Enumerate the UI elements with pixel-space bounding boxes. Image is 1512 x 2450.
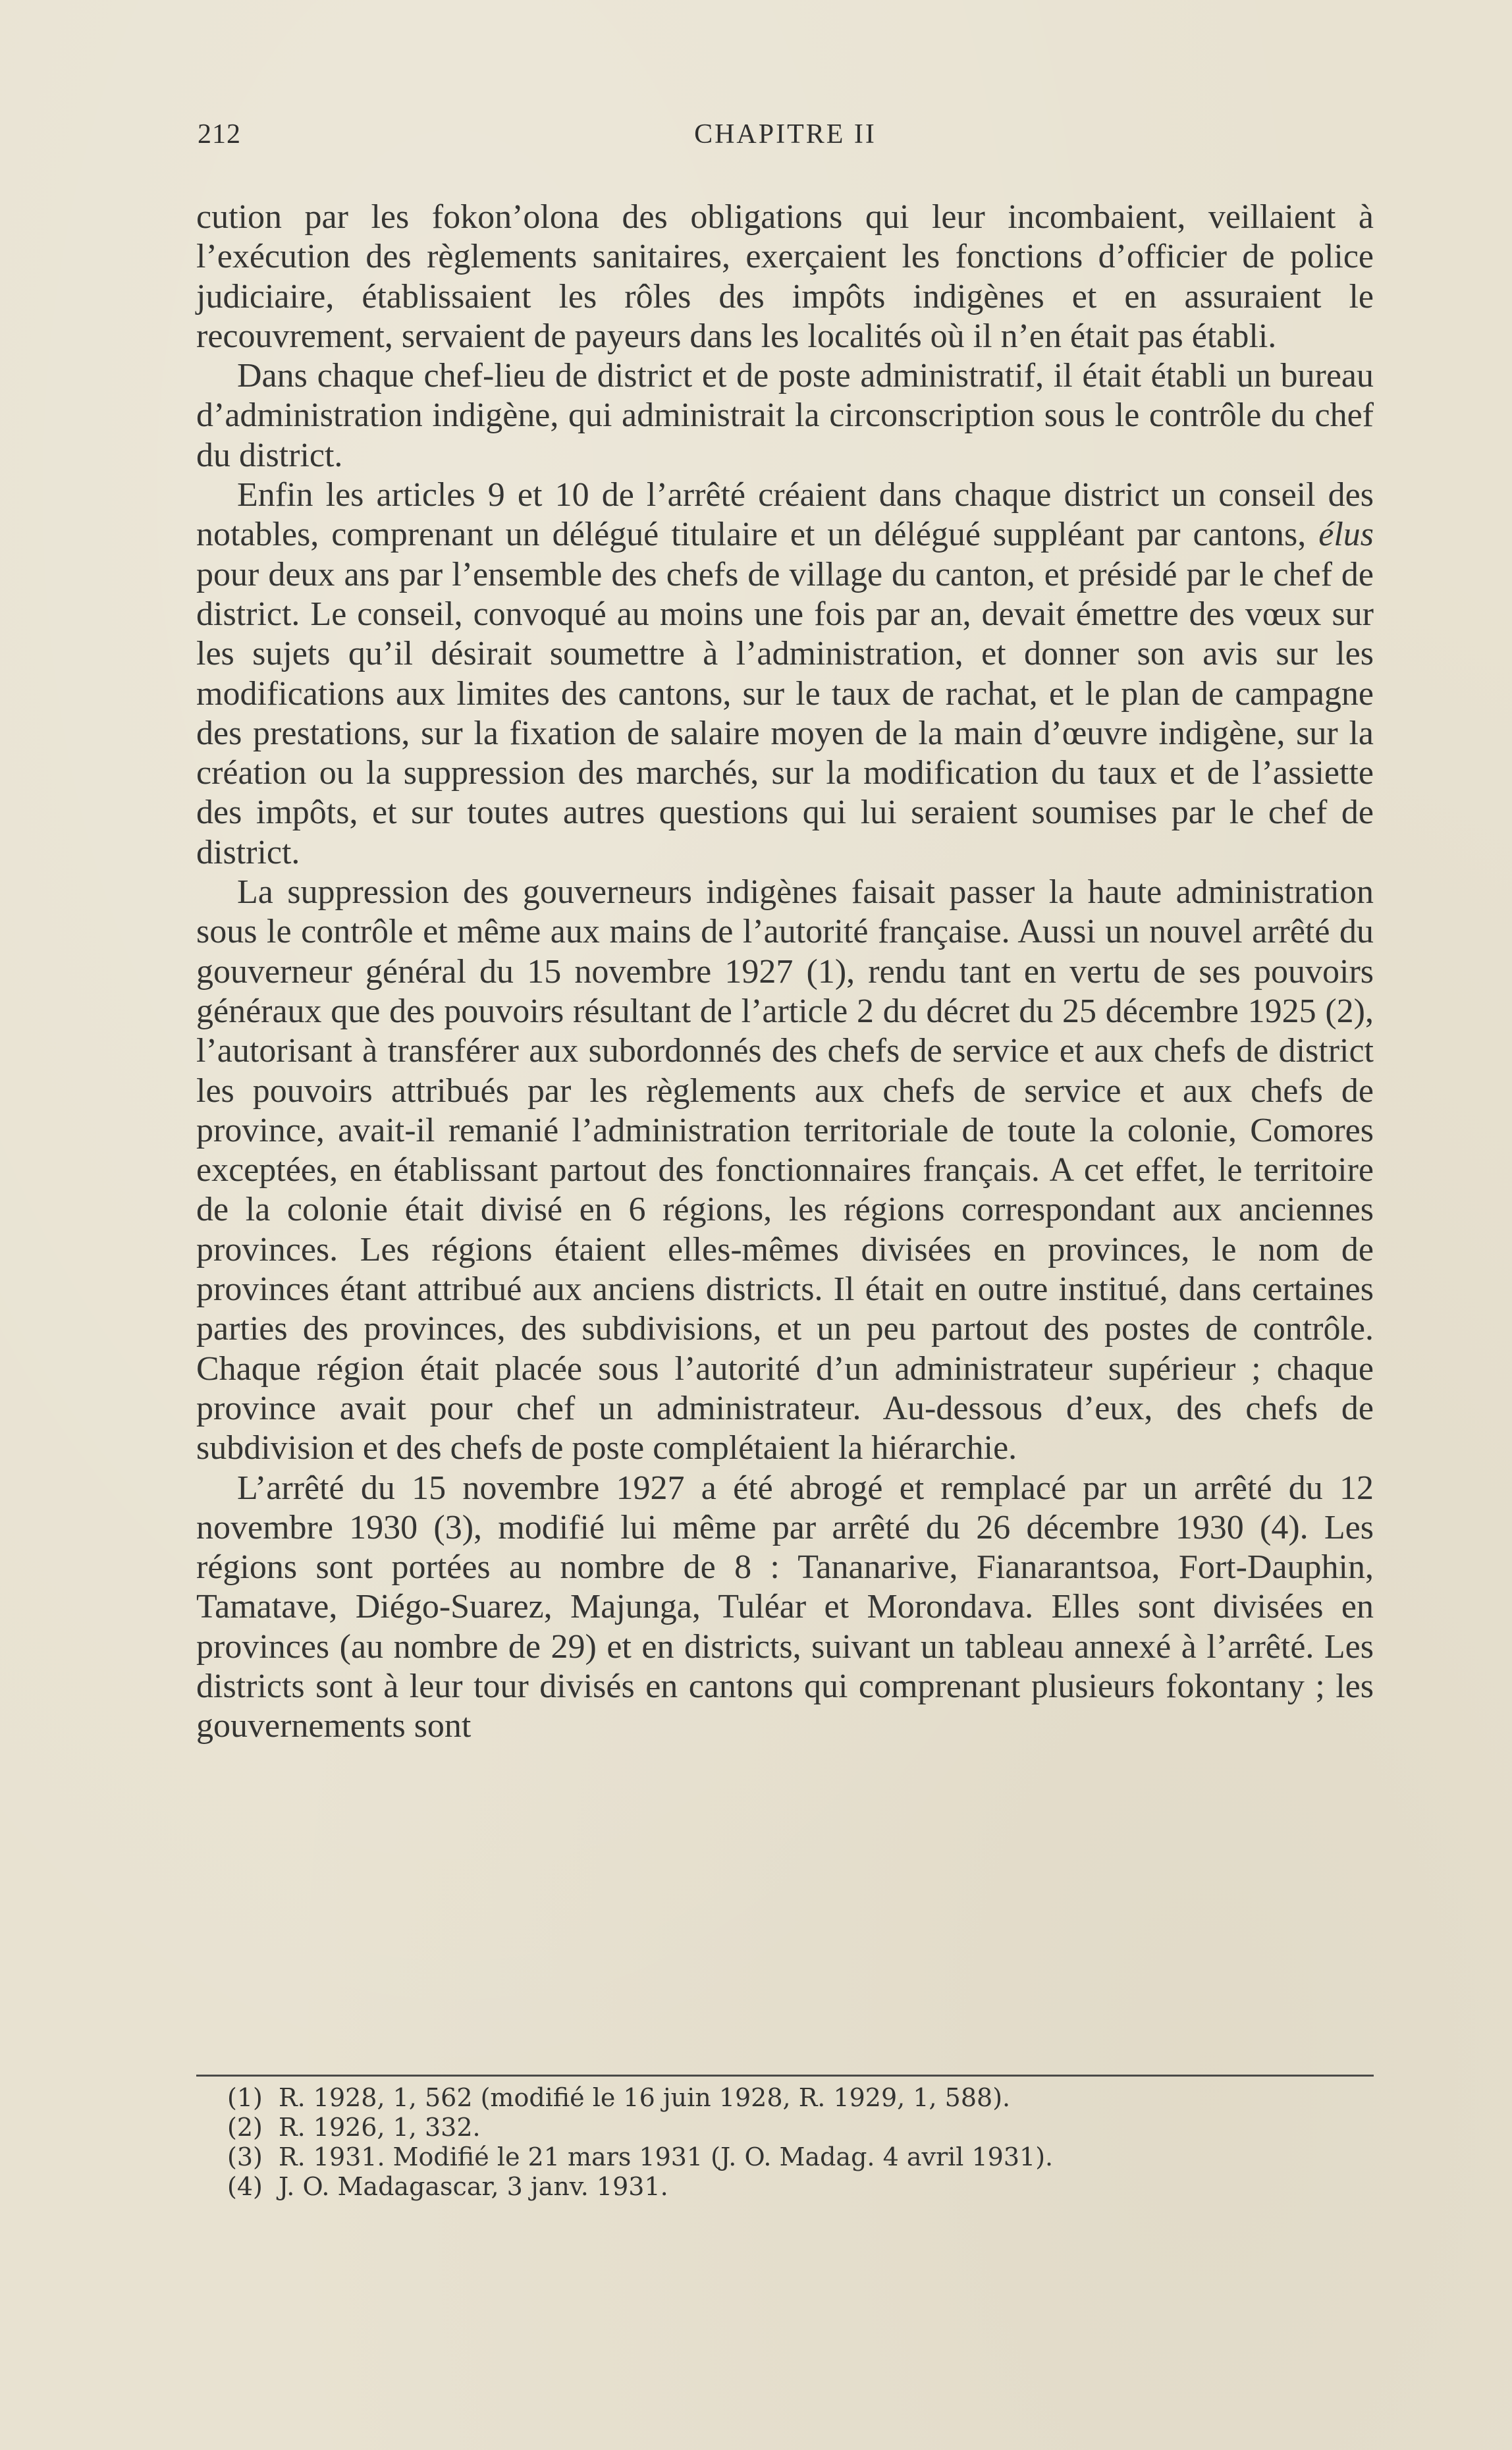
paragraph-text: La suppression des gouverneurs indigènes faisait passer la haute administration sous le contrôle et même aux mains de l’autorité française. Aussi un nouvel arrêté du gouverneur général du 15 novembre 1927 (1), rendu tant en vertu de ses pouvoirs généraux que des pouvoirs résultant de l’article 2 du décret du 25 décembre 1925 (2), l’autorisant à transférer aux subordonnés des chefs de service et aux chefs de district les pouvoirs attribués par les règlements aux chefs de service et aux chefs de province, avait-il remanié l’administration territoriale de toute la colonie, Comores exceptées, en établissant partout des fonctionnaires français. A cet effet, le territoire de la colonie était divisé en 6 régions, les régions correspondant aux anciennes provinces. Les régions étaient elles-mêmes divisées en provinces, le nom de provinces étant attribué aux anciens districts. Il était en outre institué, dans certaines parties des provinces, des subdivisions, et un peu partout des postes de contrôle. Chaque région était placée sous l’autorité d’un administrateur supérieur ; chaque province avait pour chef un administrateur. Au-dessous d’eux, des chefs de subdivision et des chefs de poste complétaient la hiérarchie. — [196, 873, 1374, 1467]
footnote-text: R. 1928, 1, 562 (modifié le 16 juin 1928, R. 1929, 1, 588). — [279, 2083, 1011, 2112]
running-header — [198, 119, 1373, 158]
footnote-text: R. 1931. Modifié le 21 mars 1931 (J. O. Madag. 4 avril 1931). — [279, 2142, 1054, 2171]
footnote — [227, 2172, 1347, 2202]
footnote — [227, 2083, 1347, 2113]
footnote — [227, 2142, 1347, 2172]
footnote-number: (1) — [227, 2083, 263, 2112]
paragraph-text: Dans chaque chef-lieu de district et de poste administratif, il était établi un bureau d’administration indigène, qui administrait la circonscription sous le contrôle du chef du district. — [196, 357, 1374, 474]
paragraph-continuation — [196, 198, 1374, 356]
paragraph — [196, 356, 1374, 476]
paragraph-text: Enfin les articles 9 et 10 de l’arrêté créaient dans chaque district un conseil des notables, comprenant un délégué titulaire et un délégué suppléant par cantons, — [196, 476, 1374, 554]
footnote-divider — [196, 2075, 1374, 2077]
footnote-text: R. 1926, 1, 332. — [279, 2113, 481, 2142]
footnote-text: J. O. Madagascar, 3 janv. 1931. — [279, 2172, 668, 2201]
paragraph-text: L’arrêté du 15 novembre 1927 a été abrogé et remplacé par un arrêté du 12 novembre 1930 (3), modifié lui même par arrêté du 26 décembre 1930 (4). Les régions sont portées au nombre de 8 : Tananarive, Fianarantsoa, Fort-Dauphin, Tamatave, Diégo-Suarez, Majunga, Tuléar et Morondava. Elles sont divisées en provinces (au nombre de 29) et en districts, suivant un tableau annexé à l’arrêté. Les districts sont à leur tour divisés en cantons qui comprenant plusieurs fokontany ; les gouvernements sont — [196, 1469, 1374, 1745]
paragraph-text: cution par les fokon’olona des obligations qui leur incombaient, veillaient à l’exécution des règlements sanitaires, exerçaient les fonctions d’officier de police judiciaire, établissaient les rôles des impôts indigènes et en assuraient le recouvrement, servaient de payeurs dans les localités où il n’en était pas établi. — [196, 198, 1374, 355]
footnote — [227, 2113, 1347, 2142]
footnote-number: (2) — [227, 2113, 263, 2142]
body-text — [196, 198, 1374, 1747]
footnote-number: (3) — [227, 2142, 263, 2171]
paragraph — [196, 476, 1374, 873]
paragraph — [196, 873, 1374, 1468]
chapter-title: CHAPITRE II — [694, 119, 877, 150]
emphasis-text: élus — [1318, 516, 1374, 554]
paragraph — [196, 1469, 1374, 1747]
page-number: 212 — [198, 119, 241, 150]
footnote-number: (4) — [227, 2172, 263, 2201]
paragraph-text: pour deux ans par l’ensemble des chefs de village du canton, et présidé par le chef de district. Le conseil, convoqué au moins une fois par an, devait émettre des vœux sur les sujets qu’il désirait soumettre à l’administration, et donner son avis sur les modifications aux limites des cantons, sur le taux de rachat, et le plan de campagne des prestations, sur la fixation de salaire moyen de la main d’œuvre indigène, sur la création ou la suppression des marchés, sur la modification du taux et de l’assiette des impôts, et sur toutes autres questions qui lui seraient soumises par le chef de district. — [196, 555, 1374, 871]
footnotes — [227, 2083, 1347, 2202]
